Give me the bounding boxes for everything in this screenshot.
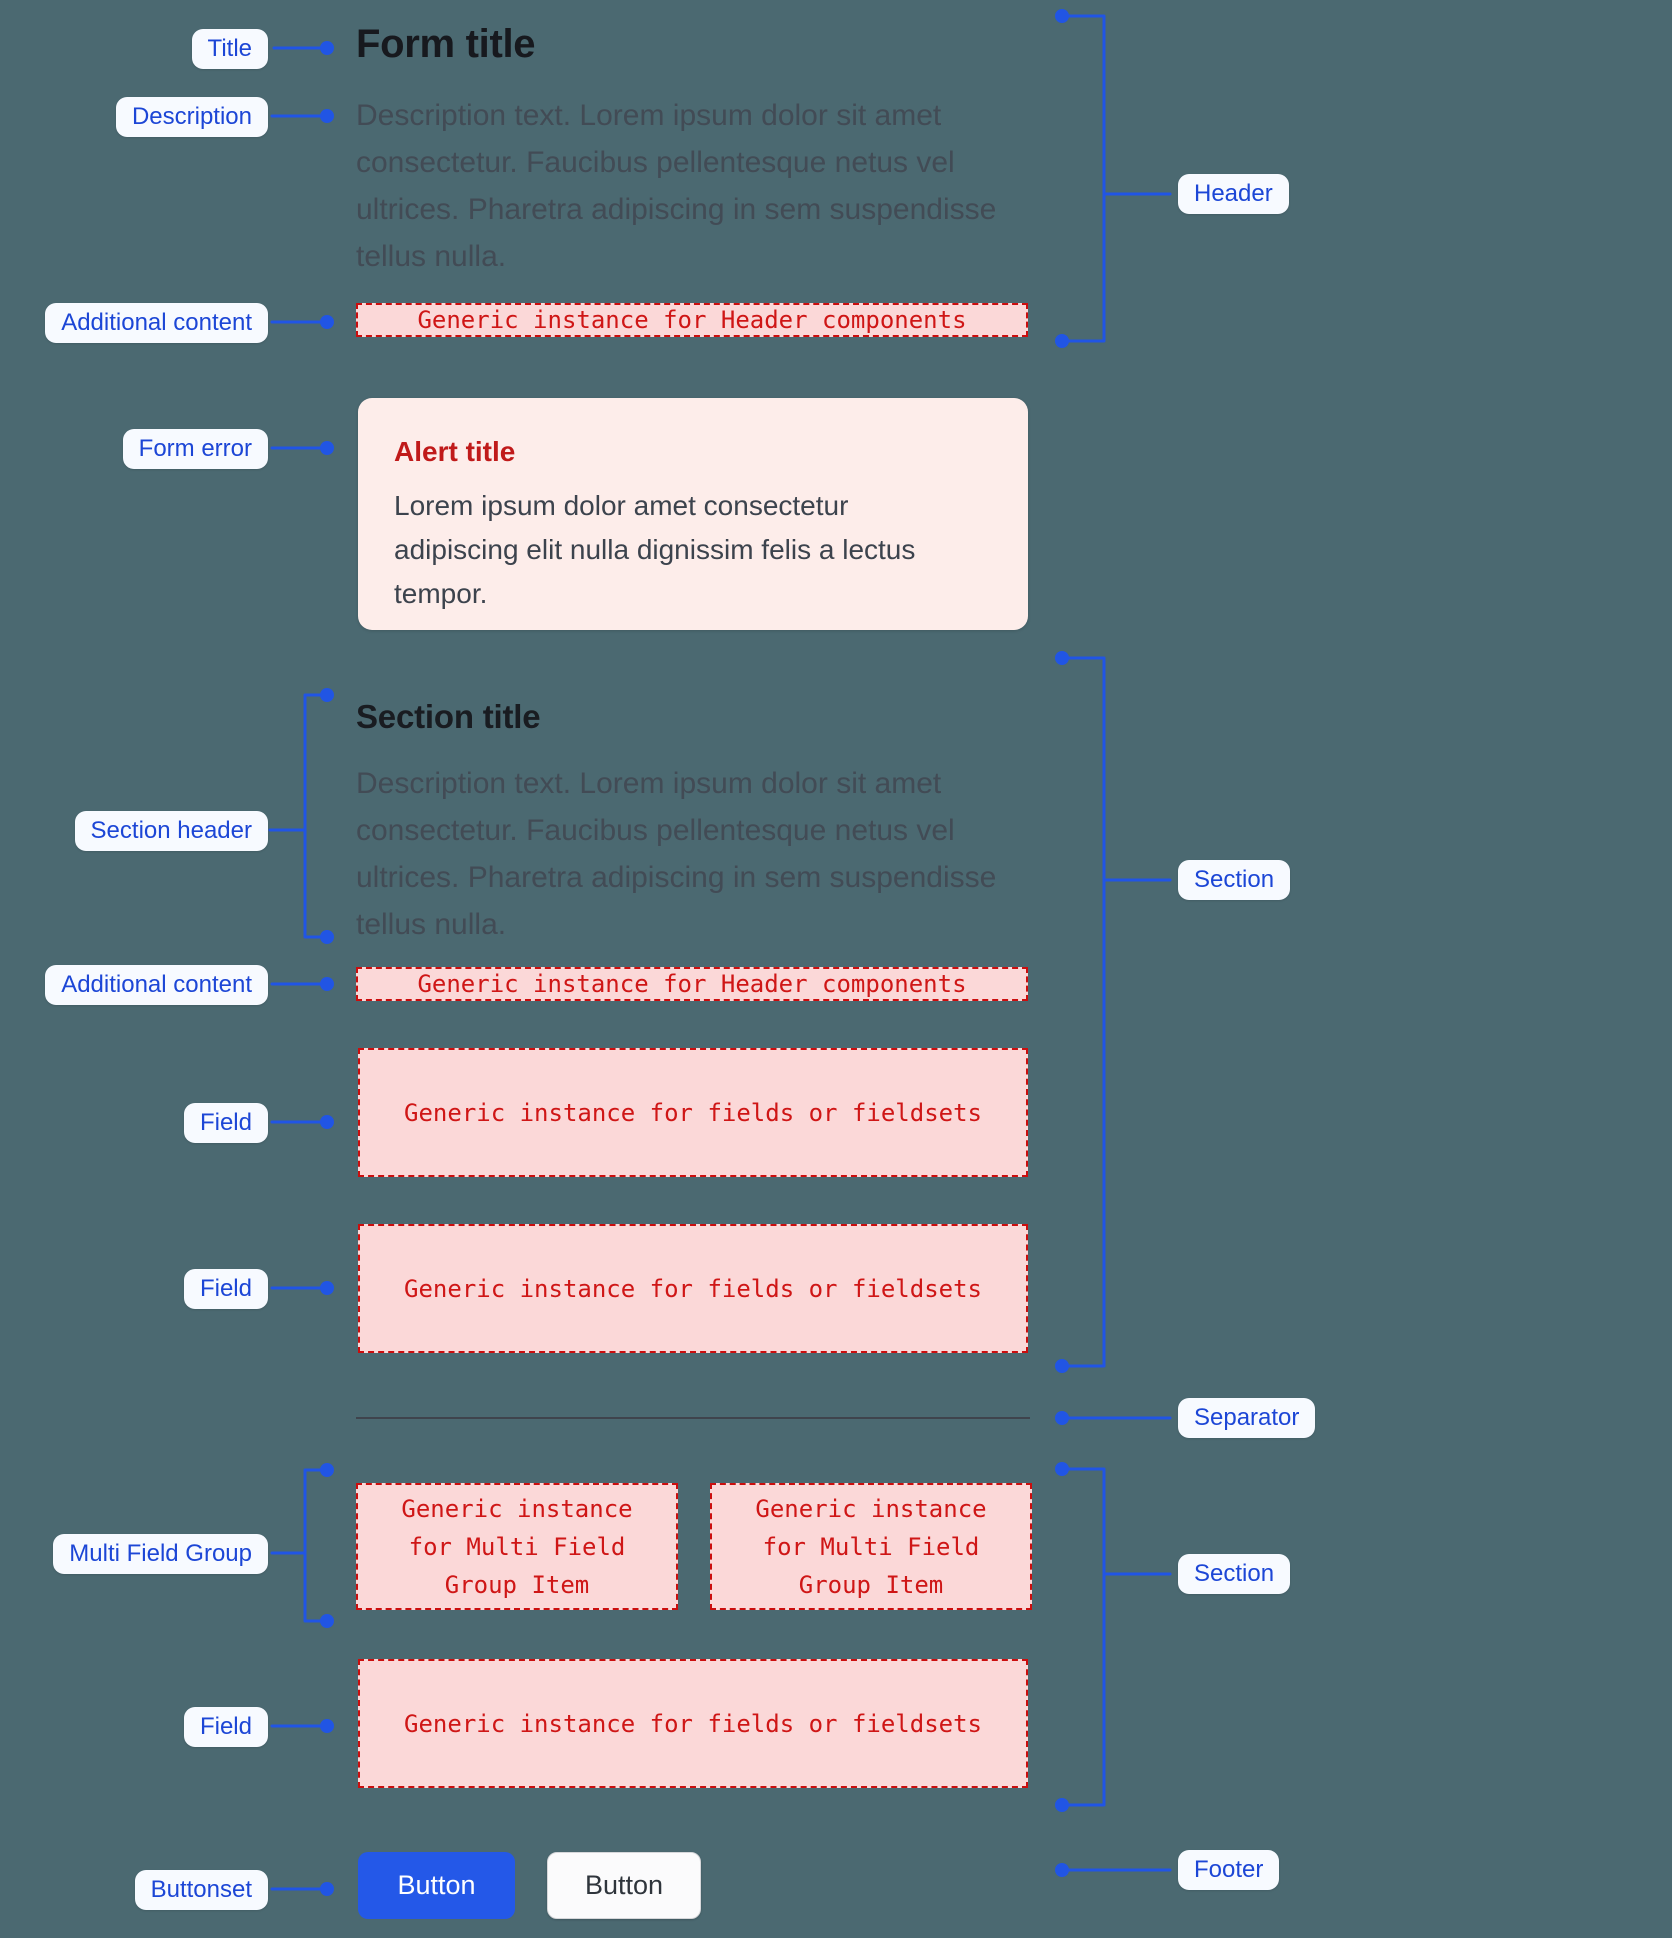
annotation-label-field-3: Field bbox=[184, 1707, 268, 1747]
annotation-label-description: Description bbox=[116, 97, 268, 137]
annotation-label-section-header: Section header bbox=[75, 811, 268, 851]
annotation-label-footer: Footer bbox=[1178, 1850, 1279, 1890]
section-title: Section title bbox=[356, 698, 541, 735]
connector-buttonset bbox=[272, 1882, 334, 1896]
connector-footer bbox=[1055, 1863, 1170, 1877]
connector-separator bbox=[1055, 1411, 1170, 1425]
annotation-label-buttonset: Buttonset bbox=[135, 1870, 268, 1910]
annotation-label-multi-field-group: Multi Field Group bbox=[53, 1534, 268, 1574]
annotation-label-section-1: Section bbox=[1178, 860, 1290, 900]
connector-section-2-bracket bbox=[1055, 1462, 1170, 1812]
alert-body: Lorem ipsum dolor amet consectetur adipiscing elit nulla dignissim felis a lectus tempor. bbox=[394, 490, 916, 609]
multi-field-group-item-1 bbox=[356, 1483, 678, 1610]
alert-title: Alert title bbox=[394, 436, 516, 467]
annotation-label-additional-content-2: Additional content bbox=[45, 965, 268, 1005]
annotation-label-section-2: Section bbox=[1178, 1554, 1290, 1594]
connector-form-error bbox=[272, 441, 334, 455]
field-placeholder-1: Generic instance for fields or fieldsets bbox=[358, 1048, 1028, 1177]
section-description: Description text. Lorem ipsum dolor sit amet consectetur. Faucibus pellentesque netus vel ultrices. Pharetra adipiscing in sem suspendisse tellus nulla. bbox=[356, 767, 997, 941]
annotation-label-separator: Separator bbox=[1178, 1398, 1315, 1438]
multi-field-group-item-1-label: Generic instance for Multi Field Group Item bbox=[401, 1494, 633, 1599]
connector-title bbox=[274, 41, 334, 55]
form-title: Form title bbox=[356, 22, 536, 66]
header-additional-content-placeholder: Generic instance for Header components bbox=[356, 303, 1028, 337]
multi-field-group-item-2 bbox=[710, 1483, 1032, 1610]
multi-field-group-item-2-label: Generic instance for Multi Field Group Item bbox=[755, 1494, 987, 1599]
annotation-label-field-2: Field bbox=[184, 1269, 268, 1309]
form-description: Description text. Lorem ipsum dolor sit amet consectetur. Faucibus pellentesque netus vel ultrices. Pharetra adipiscing in sem suspendisse tellus nulla. bbox=[356, 99, 997, 273]
connector-description bbox=[272, 109, 334, 123]
connector-field-2 bbox=[272, 1281, 334, 1295]
annotation-label-title: Title bbox=[192, 29, 268, 69]
connector-section-header-bracket bbox=[270, 688, 334, 944]
field-placeholder-2: Generic instance for fields or fieldsets bbox=[358, 1224, 1028, 1353]
connector-additional-content-2 bbox=[272, 977, 334, 991]
secondary-button[interactable]: Button bbox=[547, 1852, 701, 1919]
connector-header-bracket bbox=[1055, 9, 1170, 348]
connector-field-1 bbox=[272, 1115, 334, 1129]
annotation-label-field-1: Field bbox=[184, 1103, 268, 1143]
field-placeholder-3: Generic instance for fields or fieldsets bbox=[358, 1659, 1028, 1788]
annotation-label-form-error: Form error bbox=[123, 429, 268, 469]
primary-button[interactable]: Button bbox=[358, 1852, 515, 1919]
section-additional-content-placeholder: Generic instance for Header components bbox=[356, 967, 1028, 1001]
annotation-label-additional-content-1: Additional content bbox=[45, 303, 268, 343]
connector-field-3 bbox=[272, 1719, 334, 1733]
connector-multi-field-group-bracket bbox=[272, 1463, 334, 1628]
annotation-label-header: Header bbox=[1178, 174, 1289, 214]
connector-section-1-bracket bbox=[1055, 651, 1170, 1373]
separator-line bbox=[356, 1417, 1030, 1419]
connector-additional-content-1 bbox=[272, 315, 334, 329]
form-error-alert bbox=[358, 398, 1028, 630]
